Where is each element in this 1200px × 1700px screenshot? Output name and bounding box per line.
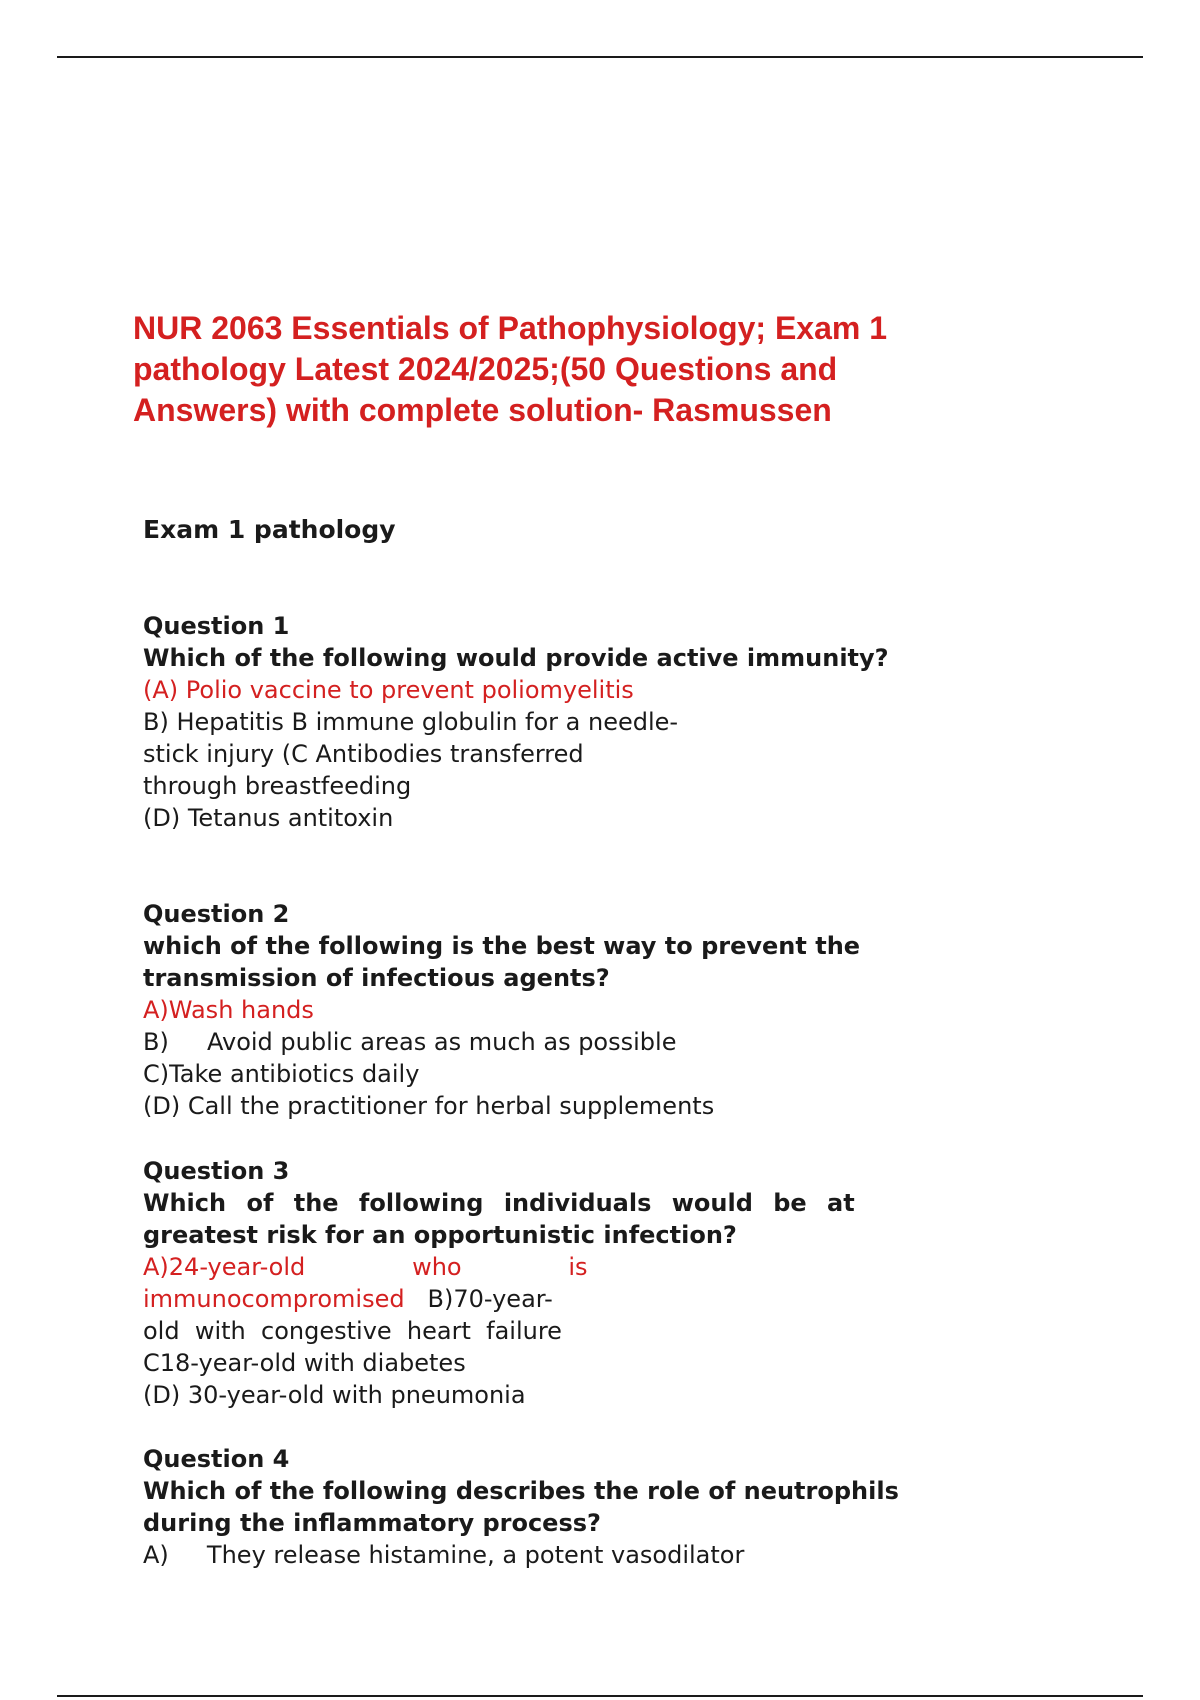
- correct-answer-option: A)Wash hands: [143, 996, 314, 1024]
- question-text-line: which of the following is the best way to prevent the: [143, 932, 861, 960]
- question-label: Question 2: [143, 900, 290, 928]
- answer-option-line: old with congestive heart failure: [143, 1317, 562, 1345]
- answer-option-line: through breastfeeding: [143, 772, 412, 800]
- answer-option-line: stick injury (C Antibodies transferred: [143, 740, 584, 768]
- answer-option-line: (D) 30-year-old with pneumonia: [143, 1381, 526, 1409]
- correct-answer-option: A)24-year-old who is: [143, 1253, 588, 1281]
- answer-option-line: (D) Call the practitioner for herbal supplements: [143, 1092, 715, 1120]
- question-label: Question 4: [143, 1445, 290, 1473]
- question-text-line: transmission of infectious agents?: [143, 964, 610, 992]
- answer-option-line-mixed: [143, 1283, 1003, 1315]
- section-heading: Exam 1 pathology: [143, 515, 396, 544]
- header-rule: [57, 56, 1143, 58]
- answer-option-line: C)Take antibiotics daily: [143, 1060, 420, 1088]
- question-text-line: during the inflammatory process?: [143, 1509, 601, 1537]
- question-block-2: [143, 898, 1003, 1122]
- correct-answer-option: (A) Polio vaccine to prevent poliomyelitis: [143, 676, 634, 704]
- title-line-3: Answers) with complete solution- Rasmussen: [133, 392, 832, 428]
- question-text-line: Which of the following individuals would be at: [143, 1189, 855, 1217]
- title-line-1: NUR 2063 Essentials of Pathophysiology; Exam 1: [133, 310, 888, 346]
- answer-option-line: B) Avoid public areas as much as possible: [143, 1028, 677, 1056]
- question-text: Which of the following would provide active immunity?: [143, 644, 889, 672]
- answer-option-line: C18-year-old with diabetes: [143, 1349, 466, 1377]
- question-block-1: [143, 610, 1003, 834]
- answer-option-line: (D) Tetanus antitoxin: [143, 804, 394, 832]
- document-title: [133, 308, 1013, 431]
- title-line-2: pathology Latest 2024/2025;(50 Questions and: [133, 351, 838, 387]
- answer-option-line: A) They release histamine, a potent vasodilator: [143, 1541, 745, 1569]
- answer-option-fragment: B)70-year-: [404, 1285, 553, 1313]
- question-text-line: greatest risk for an opportunistic infection?: [143, 1221, 737, 1249]
- question-label: Question 3: [143, 1157, 290, 1185]
- question-text-line: Which of the following describes the role of neutrophils: [143, 1477, 899, 1505]
- answer-option-line: B) Hepatitis B immune globulin for a needle-: [143, 708, 679, 736]
- question-label: Question 1: [143, 612, 290, 640]
- correct-answer-continuation: immunocompromised: [143, 1285, 405, 1313]
- question-block-4: [143, 1443, 1003, 1571]
- footer-rule: [57, 1695, 1143, 1697]
- question-block-3: [143, 1155, 1003, 1411]
